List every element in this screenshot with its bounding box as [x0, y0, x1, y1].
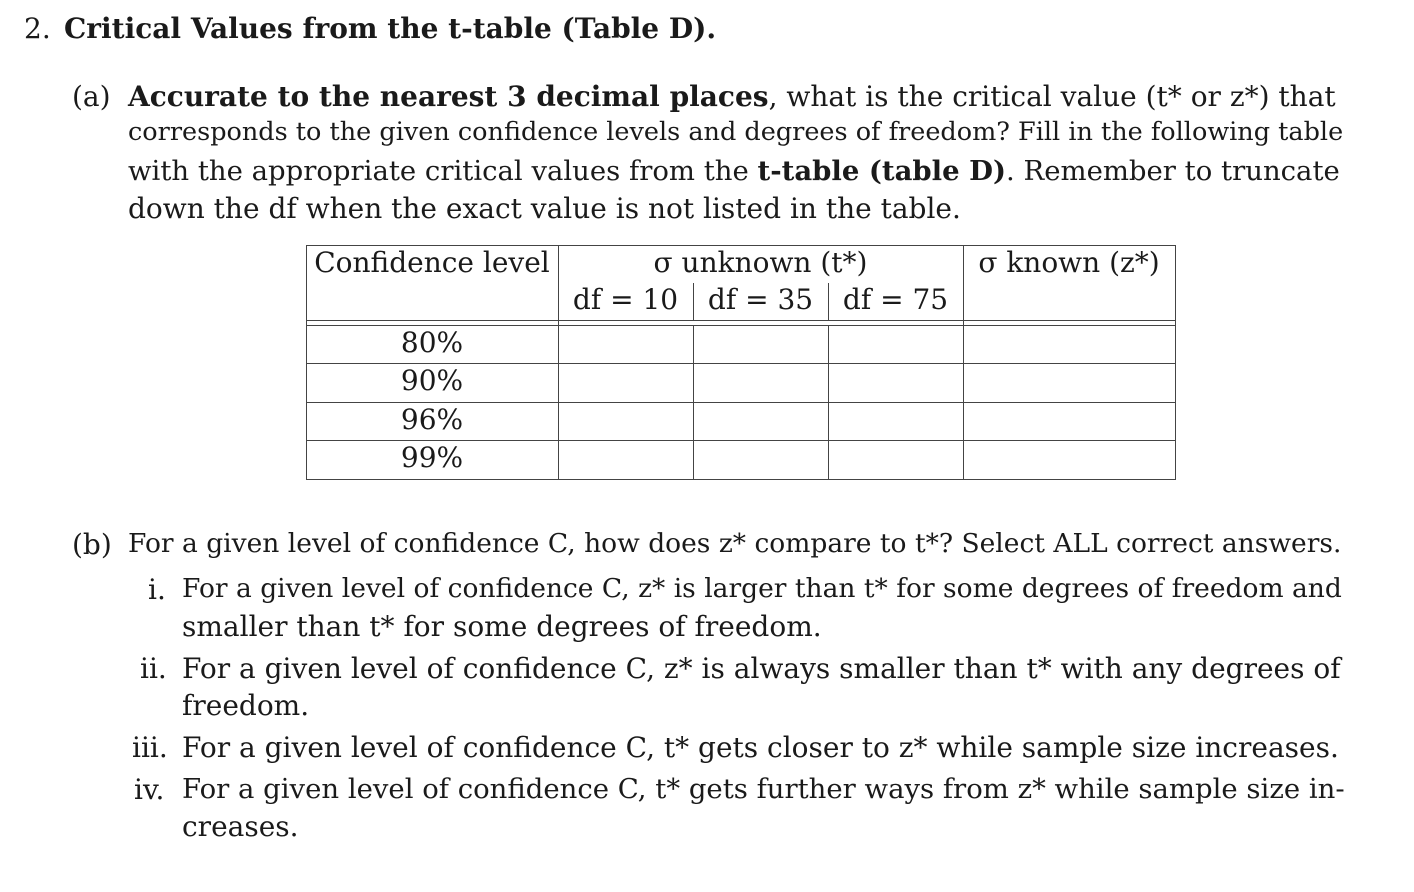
option-i-numeral: i. [148, 573, 166, 606]
answer-cell-90-df35[interactable] [694, 364, 828, 401]
answer-cell-99-z[interactable] [964, 441, 1175, 478]
header-df-10: df = 10 [572, 283, 679, 316]
answer-cell-96-df10[interactable] [559, 403, 693, 440]
answer-cell-99-df35[interactable] [694, 441, 828, 478]
row-label-96: 96% [400, 403, 464, 436]
part-a-line-3-start: with the appropriate critical values from the [128, 155, 758, 187]
option-ii-line-1[interactable]: For a given level of confidence C, z* is always smaller than t* with any degrees of [182, 652, 1341, 685]
option-iv-numeral: iv. [134, 773, 165, 806]
header-sigma-known: σ known (z*) [978, 246, 1160, 279]
answer-cell-90-z[interactable] [964, 364, 1175, 401]
answer-cell-80-z[interactable] [964, 326, 1175, 363]
answer-cell-99-df10[interactable] [559, 441, 693, 478]
part-b-label: (b) [72, 528, 112, 561]
option-iii-numeral: iii. [132, 731, 168, 764]
option-i-line-2: smaller than t* for some degrees of freedom. [182, 610, 822, 643]
answer-cell-90-df75[interactable] [829, 364, 963, 401]
answer-cell-80-df10[interactable] [559, 326, 693, 363]
header-df-35: df = 35 [707, 283, 814, 316]
answer-cell-90-df10[interactable] [559, 364, 693, 401]
part-a-label: (a) [72, 80, 111, 113]
answer-cell-96-df75[interactable] [829, 403, 963, 440]
critical-values-table [306, 245, 1176, 480]
problem-number: 2. [24, 12, 51, 45]
option-ii-line-2: freedom. [182, 689, 310, 722]
part-a-bold-lead: Accurate to the nearest 3 decimal places [128, 80, 769, 113]
option-iii-line-1[interactable]: For a given level of confidence C, t* gets closer to z* while sample size increases. [182, 731, 1339, 764]
part-a-line-3 [128, 155, 1340, 187]
answer-cell-99-df75[interactable] [829, 441, 963, 478]
answer-cell-96-z[interactable] [964, 403, 1175, 440]
header-df-75: df = 75 [842, 283, 949, 316]
option-i-line-1[interactable]: For a given level of confidence C, z* is larger than t* for some degrees of freedom and [182, 573, 1342, 604]
option-iv-line-1[interactable]: For a given level of confidence C, t* gets further ways from z* while sample size in- [182, 773, 1345, 805]
part-a-line-1-rest: , what is the critical value (t* or z*) that [768, 80, 1336, 113]
part-a-line-1 [128, 80, 1336, 113]
header-sigma-unknown: σ unknown (t*) [653, 246, 868, 279]
option-ii-numeral: ii. [140, 652, 167, 685]
problem-title: Critical Values from the t-table (Table D). [64, 12, 717, 45]
row-label-80: 80% [400, 326, 464, 359]
row-label-99: 99% [400, 441, 464, 474]
header-confidence-level: Confidence level [314, 246, 550, 279]
part-a-line-3-end: . Remember to truncate [1006, 155, 1340, 187]
answer-cell-96-df35[interactable] [694, 403, 828, 440]
part-b-question: For a given level of confidence C, how does z* compare to t*? Select ALL correct answers. [128, 528, 1342, 559]
part-a-line-4: down the df when the exact value is not listed in the table. [128, 192, 961, 225]
row-label-90: 90% [400, 364, 464, 397]
part-a-table-ref: t-table (table D) [757, 155, 1007, 187]
answer-cell-80-df35[interactable] [694, 326, 828, 363]
answer-cell-80-df75[interactable] [829, 326, 963, 363]
part-a-line-2: corresponds to the given confidence levels and degrees of freedom? Fill in the following table [128, 117, 1344, 147]
option-iv-line-2: creases. [182, 810, 299, 843]
